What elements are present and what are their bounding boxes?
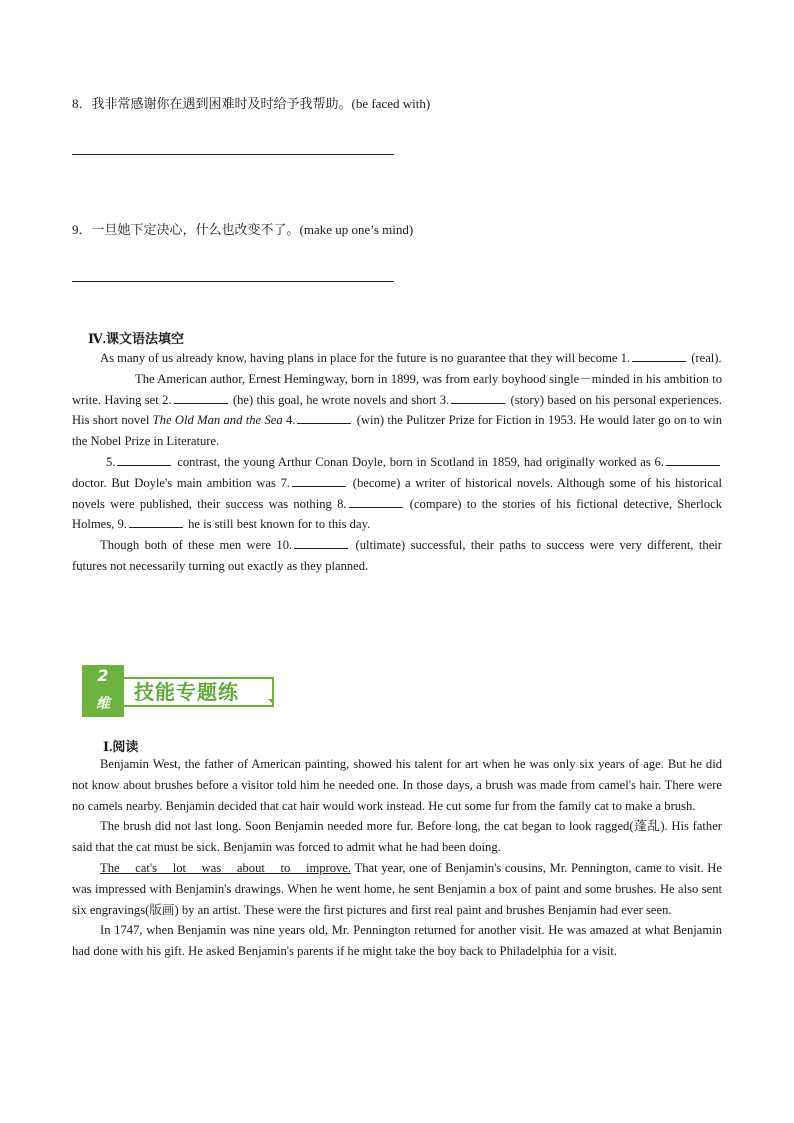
reading-passage bbox=[72, 754, 722, 962]
passage-paragraph-4: Though both of these men were 10. (ultimate) successful, their paths to success were very different, their futures not necessarily turning out exactly as they planned. bbox=[72, 538, 722, 573]
blank-1[interactable] bbox=[632, 349, 686, 362]
blank-2[interactable] bbox=[174, 391, 228, 404]
answer-line-9 bbox=[72, 281, 394, 282]
section-1-title: Ⅰ.阅读 bbox=[103, 739, 139, 754]
blank-10[interactable] bbox=[294, 536, 348, 549]
banner-title: 技能专题练 bbox=[134, 680, 239, 704]
grammar-fill-passage bbox=[72, 348, 722, 577]
reading-paragraph-2: The brush did not last long. Soon Benjamin needed more fur. Before long, the cat began to look ragged(蓬乱). His father said that the cat must be sick. Benjamin was forced to admit what he had been doing. bbox=[72, 819, 722, 855]
passage-paragraph-3: 5. contrast, the young Arthur Conan Doyle, born in Scotland in 1859, had originally worked as 6. doctor. But Doyle's main ambition was 7. (become) a writer of historical novels. Although some of his historical novels were published, their success was nothing 8. (compare) to the stories of his fictional detective, Sherlock Holmes, 9. he is still best known for to this day. bbox=[72, 454, 722, 532]
reading-paragraph-3: The cat's lot was about to improve. That year, one of Benjamin's cousins, Mr. Pennington, came to visit. He was impressed with Benjamin's drawings. When he went home, he sent Benjamin a box of paint and some brushes. He also sent six engravings(版画) by an artist. These were the first pictures and first real paint and brushes Benjamin had ever seen. bbox=[72, 860, 722, 917]
blank-9[interactable] bbox=[129, 515, 183, 528]
reading-paragraph-1: Benjamin West, the father of American painting, showed his talent for art when he was only six years of age. But he did not know about brushes before a visitor told him he needed one. In those days, a brush was made from camel's hair. There were no camels nearby. Benjamin decided that cat hair would work instead. He cut some fur from the family cat to make a brush. bbox=[72, 757, 722, 813]
blank-6[interactable] bbox=[666, 453, 720, 466]
underlined-sentence: The cat's lot was about to improve. bbox=[100, 860, 352, 875]
passage-paragraph-1: As many of us already know, having plans in place for the future is no guarantee that they will become 1. (real). bbox=[100, 351, 722, 365]
question-8: 8．我非常感谢你在遇到困难时及时给予我帮助。(be faced with) bbox=[72, 96, 431, 111]
passage-paragraph-2: The American author, Ernest Hemingway, born in 1899, was from early boyhood single－minded in his ambition to write. Having set 2. (he) this goal, he wrote novels and short 3. (story) based on his personal experiences. His short novel The Old Man and the Sea 4. (win) the Pulitzer Prize for Fiction in 1953. He would later go on to win the Nobel Prize in Literature. bbox=[72, 371, 722, 449]
answer-line-8 bbox=[72, 154, 394, 155]
section-4-title: Ⅳ.课文语法填空 bbox=[88, 331, 185, 346]
reading-paragraph-4: In 1747, when Benjamin was nine years old, Mr. Pennington returned for another visit. He was amazed at what Benjamin had done with his gift. He asked Benjamin's parents if he might take the boy back to Philadelphia for a visit. bbox=[72, 923, 722, 959]
banner-corner bbox=[268, 699, 274, 705]
blank-4[interactable] bbox=[297, 411, 351, 424]
blank-8[interactable] bbox=[349, 495, 403, 508]
blank-3[interactable] bbox=[451, 391, 505, 404]
blank-5[interactable] bbox=[117, 453, 171, 466]
blank-7[interactable] bbox=[292, 474, 346, 487]
badge-number: 2 bbox=[97, 666, 109, 685]
badge-char: 维 bbox=[96, 696, 110, 712]
novel-title: The Old Man and the Sea bbox=[152, 413, 283, 428]
question-9: 9．一旦她下定决心，什么也改变不了。(make up one’s mind) bbox=[72, 222, 414, 237]
